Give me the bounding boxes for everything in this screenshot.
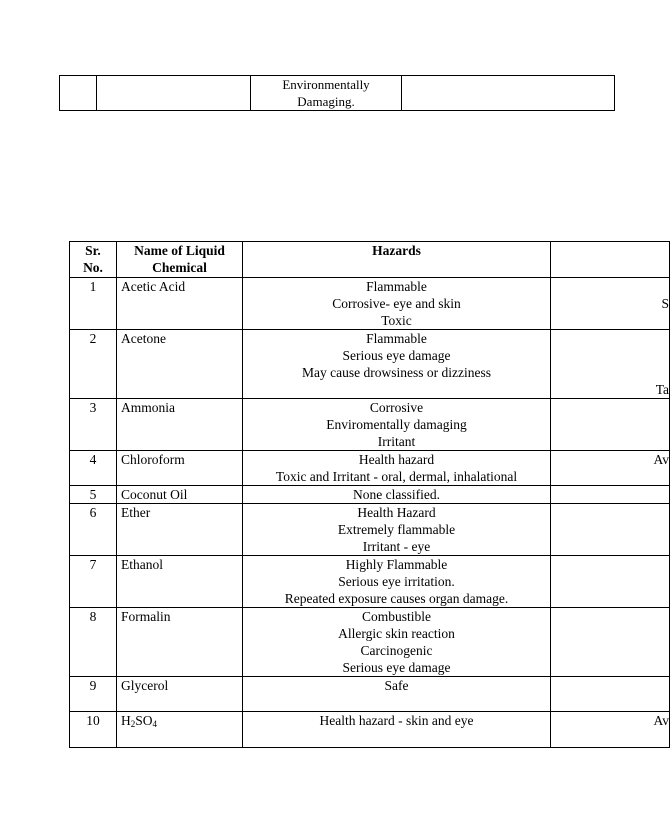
hazard-line: Serious eye irritation.	[338, 574, 455, 589]
cell-last	[551, 399, 670, 451]
cell-last-line	[555, 694, 669, 711]
cell-sr: 1	[70, 278, 117, 330]
cell-last-line	[555, 486, 669, 503]
table-cell	[97, 76, 251, 111]
hazard-line: Serious eye damage	[342, 348, 451, 363]
hazard-line: Irritant	[377, 434, 416, 449]
cell-last-line	[555, 347, 669, 364]
table-header-row	[70, 242, 670, 278]
cell-last-line	[555, 659, 669, 676]
cell-last	[551, 451, 670, 486]
cell-name: Ethanol	[117, 556, 243, 608]
hazard-line: Allergic skin reaction	[338, 626, 455, 641]
table-row	[70, 608, 670, 677]
chemical-hazards-table	[69, 241, 670, 748]
cell-hazards	[243, 399, 551, 451]
cell-hazards	[243, 330, 551, 399]
cell-last-line: S	[661, 296, 669, 311]
cell-last	[551, 278, 670, 330]
cell-hazards	[243, 504, 551, 556]
hazard-line: Safe	[384, 678, 409, 693]
cell-last	[551, 330, 670, 399]
cell-hazards	[243, 278, 551, 330]
hazard-line: Flammable	[366, 331, 427, 346]
cell-last-line	[555, 468, 669, 485]
cell-sr: 4	[70, 451, 117, 486]
hazard-line: Enviromentally damaging	[326, 417, 467, 432]
table-cell	[251, 76, 402, 111]
cell-hazards	[243, 486, 551, 504]
cell-name: Ether	[117, 504, 243, 556]
hazard-line: Extremely flammable	[337, 522, 456, 537]
table-cell	[402, 76, 615, 111]
table-row	[60, 76, 615, 111]
header-sr-no: Sr. No.	[70, 242, 117, 278]
table-row	[70, 486, 670, 504]
cell-sr: 6	[70, 504, 117, 556]
hazard-line: Serious eye damage	[342, 660, 451, 675]
cell-last	[551, 608, 670, 677]
hazard-line: Corrosive	[369, 400, 424, 415]
hazard-line	[247, 694, 546, 711]
cell-hazards: Health hazard - skin and eye	[243, 712, 551, 748]
hazard-line: Toxic and Irritant - oral, dermal, inhalational	[275, 469, 518, 484]
cell-last-line	[555, 364, 669, 381]
cell-name: Acetic Acid	[117, 278, 243, 330]
cell-sr: 7	[70, 556, 117, 608]
hazard-line: Flammable	[366, 279, 427, 294]
cell-last-line	[555, 538, 669, 555]
header-hazards: Hazards	[243, 242, 551, 278]
cell-last-line	[555, 677, 669, 694]
cell-last-line: Av	[653, 452, 669, 467]
table-row	[70, 278, 670, 330]
cell-last-line: Ta	[655, 382, 669, 397]
header-last	[551, 242, 670, 278]
hazard-line	[247, 381, 546, 398]
table-row	[70, 504, 670, 556]
cell-name: Coconut Oil	[117, 486, 243, 504]
cell-last	[551, 486, 670, 504]
cell-name: Formalin	[117, 608, 243, 677]
cell-name: $H_2SO_4$	[117, 712, 243, 748]
cell-last	[551, 504, 670, 556]
cell-name: Acetone	[117, 330, 243, 399]
cell-last-line	[555, 504, 669, 521]
cell-sr: 10	[70, 712, 117, 748]
hazard-line: None classified.	[353, 487, 440, 502]
hazard-line: Health Hazard	[357, 505, 436, 520]
cell-last-line	[555, 278, 669, 295]
cell-hazards	[243, 556, 551, 608]
table-cell	[60, 76, 97, 111]
cell-last-line	[555, 608, 669, 625]
cell-last-line	[555, 433, 669, 450]
cell-hazards	[243, 677, 551, 712]
hazards-table-container	[69, 241, 669, 736]
cell-last-line	[555, 573, 669, 590]
table-row	[70, 451, 670, 486]
hazard-line: Repeated exposure causes organ damage.	[284, 591, 509, 606]
cell-hazards	[243, 451, 551, 486]
cell-sr: 8	[70, 608, 117, 677]
table-row	[70, 556, 670, 608]
hazard-line: Corrosive- eye and skin	[332, 296, 461, 311]
cell-last-line	[555, 312, 669, 329]
hazard-line: Carcinogenic	[360, 643, 433, 658]
hazard-line: Highly Flammable	[345, 557, 448, 572]
cell-last: Av	[551, 712, 670, 748]
header-name: Name of Liquid Chemical	[117, 242, 243, 278]
cell-last-line	[555, 521, 669, 538]
cell-name: Chloroform	[117, 451, 243, 486]
hazard-line: May cause drowsiness or dizziness	[302, 365, 491, 380]
cell-last-line	[555, 625, 669, 642]
table-row	[70, 330, 670, 399]
table-row	[70, 712, 670, 748]
cell-last-line	[555, 399, 669, 416]
table-body	[70, 278, 670, 712]
table-row	[70, 399, 670, 451]
cell-sr: 5	[70, 486, 117, 504]
hazard-line: Irritant - eye	[362, 539, 431, 554]
cell-text: Damaging.	[297, 94, 355, 109]
cell-hazards	[243, 608, 551, 677]
cell-sr: 2	[70, 330, 117, 399]
hazard-line: Health hazard	[358, 452, 435, 467]
cell-last-line	[555, 556, 669, 573]
hazard-line: Toxic	[381, 313, 412, 328]
cell-sr: 3	[70, 399, 117, 451]
continued-table-fragment	[59, 75, 615, 111]
cell-sr: 9	[70, 677, 117, 712]
cell-last	[551, 677, 670, 712]
cell-last-line	[555, 590, 669, 607]
cell-last	[551, 556, 670, 608]
cell-name: Glycerol	[117, 677, 243, 712]
cell-last-line	[555, 642, 669, 659]
table-row	[70, 677, 670, 712]
cell-name: Ammonia	[117, 399, 243, 451]
cell-text: Environmentally	[282, 77, 370, 92]
hazard-line: Combustible	[361, 609, 431, 624]
cell-last-line	[555, 330, 669, 347]
cell-last-line	[555, 416, 669, 433]
